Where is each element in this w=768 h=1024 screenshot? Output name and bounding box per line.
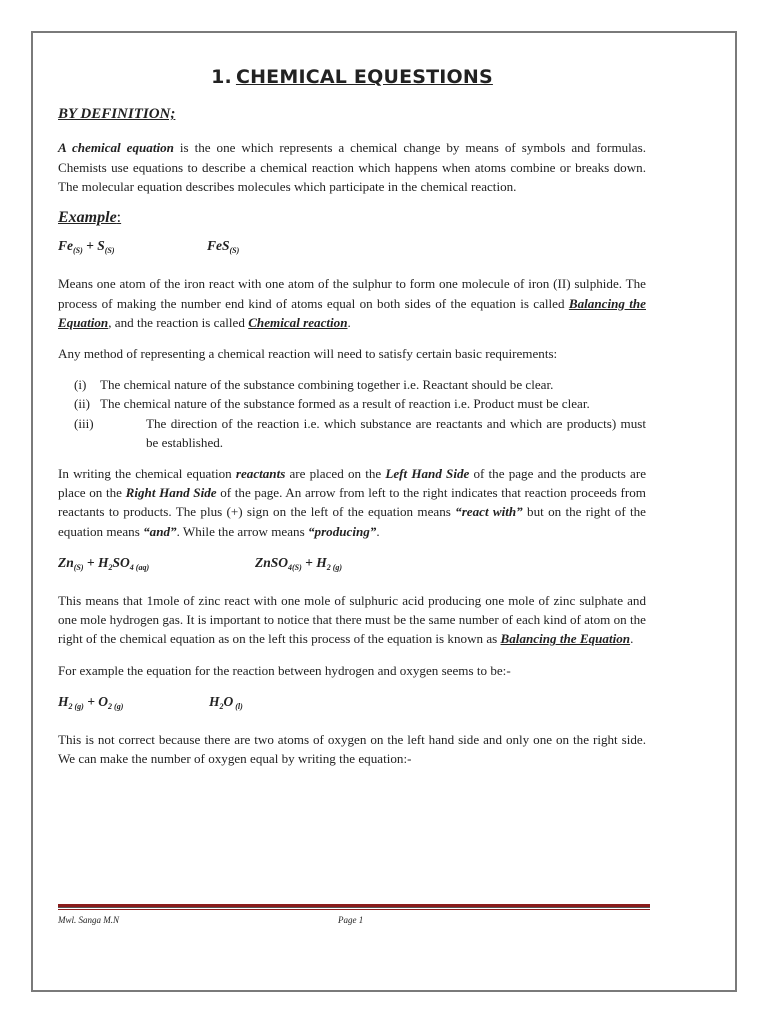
eq-h: H [58, 693, 69, 709]
eq-znso: ZnSO [255, 554, 289, 570]
definition-text: is the one which represents a chemical change by means of symbols and formulas. Chemists use equations to describe a chemical reaction which happens when atoms combine or breaks down. The molecular equation describes molecules which participate in the chemical reaction. [58, 140, 646, 194]
writing-text: . [376, 523, 380, 539]
eq-acid-state: (aq) [133, 562, 150, 572]
example-heading-text: Example [58, 209, 117, 227]
eq-plus: + [83, 554, 98, 570]
example-paragraph: For example the equation for the reaction between hydrogen and oxygen seems to be:- [58, 662, 511, 678]
requirements-list [58, 375, 646, 452]
list-item-text: The direction of the reaction i.e. which substance are reactants and which are products) must be established. [146, 415, 646, 450]
term-right-hand-side: Right Hand Side [125, 485, 217, 501]
term-balancing-equation: Balancing the Equation [500, 631, 631, 647]
page-title [58, 68, 646, 87]
list-item [74, 394, 646, 413]
definition-paragraph [58, 138, 646, 196]
eq-s-state: (S) [104, 246, 115, 256]
equation-zinc-acid [58, 553, 646, 577]
definition-heading: BY DEFINITION; [58, 106, 176, 123]
writing-text: but on the right of the equation means [58, 504, 646, 539]
eq-plus: + [301, 554, 317, 570]
list-item [74, 414, 646, 452]
eq-plus: + [82, 238, 98, 254]
list-marker: (iii) [74, 415, 94, 431]
means-text-2: , and the reaction is called [108, 314, 249, 330]
eq-so: SO [112, 554, 130, 570]
footer-rule [58, 904, 650, 908]
list-marker: (ii) [74, 396, 90, 412]
eq-h: H [316, 554, 327, 570]
eq-h-sub: 2 [219, 701, 224, 711]
eq-zn-state: (S) [73, 562, 84, 572]
means-text-1: Means one atom of the iron react with one atom of the sulphur to form one molecule of iron (II) sulphide. The process of making the number end kind of atoms equal on both sides of the equation is called [58, 276, 646, 311]
equation-rhs [207, 236, 239, 260]
list-item-text: The chemical nature of the substance formed as a result of reaction i.e. Product must be clear. [100, 396, 590, 412]
eq-h-sub: 2 (g) [68, 701, 84, 711]
writing-text: . While the arrow means [176, 523, 308, 539]
list-marker: (i) [74, 377, 87, 393]
term-left-hand-side: Left Hand Side [385, 466, 470, 482]
equation-rhs [209, 692, 243, 716]
equation-rhs [255, 553, 342, 577]
equation-lhs [58, 236, 207, 260]
eq-fe-state: (S) [73, 246, 83, 256]
writing-paragraph [58, 464, 646, 541]
eq-o: O [223, 693, 234, 709]
term-reactants: reactants [235, 466, 286, 482]
writing-text: of the page. An arrow from left to the right indicates that reaction proceeds from reactants to products. The plus (+) sign on the left of the equation means [58, 485, 646, 520]
term-react-with: “react with” [455, 504, 523, 520]
title-text: CHEMICAL EQUESTIONS [235, 66, 493, 88]
term-balancing-equation: Balancing the Equation [58, 295, 646, 330]
eq-znso-sub: 4(S) [288, 562, 302, 572]
eq-h-sub: 2 [108, 562, 113, 572]
eq-fes-state: (S) [229, 246, 240, 256]
term-chemical-reaction: Chemical reaction [248, 314, 348, 330]
writing-text: are placed on the [285, 466, 386, 482]
example-heading-colon: : [116, 209, 122, 227]
footer-author: Mwl. Sanga M.N [58, 915, 120, 925]
method-paragraph: Any method of representing a chemical reaction will need to satisfy certain basic requirements: [58, 346, 558, 362]
title-number: 1. [211, 66, 232, 88]
eq-h-sub: 2 (g) [326, 562, 343, 572]
example-heading [58, 208, 646, 227]
term-and: “and” [143, 523, 177, 539]
eq-h: H [98, 554, 109, 570]
writing-text: of the page and the products are place on the [58, 466, 647, 501]
definition-term: A chemical equation [58, 140, 174, 156]
means-text-3: . [347, 314, 351, 330]
footer-rule-thin [58, 909, 650, 910]
eq-water-state: (l) [233, 701, 243, 711]
eq-h: H [209, 693, 220, 709]
equation-iron-sulphur [58, 236, 646, 260]
list-item-text: The chemical nature of the substance combining together i.e. Reactant should be clear. [100, 377, 554, 393]
eq-o: O [98, 693, 109, 709]
writing-text: In writing the chemical equation [58, 466, 236, 482]
list-item [74, 375, 646, 394]
footer-page-number: Page 1 [338, 915, 364, 925]
means-paragraph [58, 274, 646, 332]
zinc-text-2: . [630, 631, 634, 647]
eq-fe: Fe [58, 238, 73, 254]
zinc-text-1: This means that 1mole of zinc react with one mole of sulphuric acid producing one mole of zinc sulphate and one mole hydrogen gas. It is important to notice that there must be the same number of each kind of atom on the right of the chemical equation as on the left this process of the equation is known as [58, 593, 646, 647]
page-content [58, 68, 646, 780]
equation-lhs [58, 553, 255, 577]
eq-plus: + [83, 693, 99, 709]
eq-fes: FeS [207, 238, 230, 254]
zinc-paragraph [58, 591, 646, 649]
eq-zn: Zn [58, 554, 74, 570]
term-producing: “producing” [307, 523, 377, 539]
equation-hydrogen-oxygen [58, 692, 646, 716]
eq-s: S [97, 238, 105, 254]
equation-lhs [58, 692, 209, 716]
not-correct-paragraph: This is not correct because there are two atoms of oxygen on the left hand side and only one on the right side. We can make the number of oxygen equal by writing the equation:- [58, 732, 646, 767]
eq-o-sub: 2 (g) [108, 701, 124, 711]
eq-so-sub: 4 [129, 562, 134, 572]
